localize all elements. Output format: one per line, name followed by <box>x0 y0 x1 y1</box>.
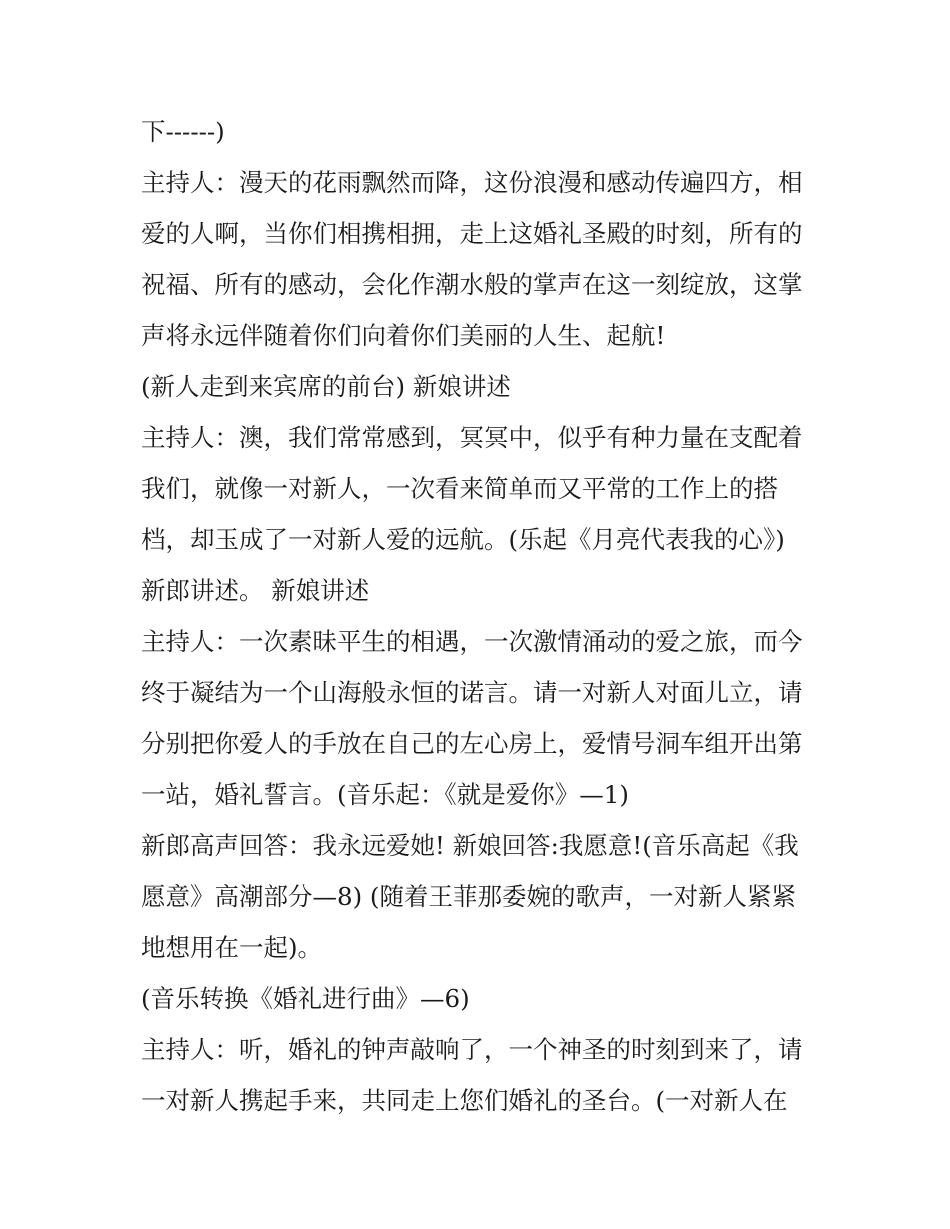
text-line: 主持人：澳，我们常常感到，冥冥中，似乎有种力量在支配着 <box>141 423 803 452</box>
text-line: 爱的人啊，当你们相携相拥，走上这婚礼圣殿的时刻，所有的 <box>141 219 803 248</box>
text-line: 下------) <box>141 117 225 146</box>
text-line: (音乐转换《婚礼进行曲》—6) <box>141 984 470 1013</box>
text-line: 祝福、所有的感动，会化作潮水般的掌声在这一刻绽放，这掌 <box>141 270 803 299</box>
text-line: 主持人：听，婚礼的钟声敲响了，一个神圣的时刻到来了，请 <box>141 1035 803 1064</box>
text-line: 主持人：漫天的花雨飘然而降，这份浪漫和感动传遍四方，相 <box>141 168 803 197</box>
text-line: 终于凝结为一个山海般永恒的诺言。请一对新人对面儿立，请 <box>141 678 803 707</box>
text-line: 主持人：一次素昧平生的相遇，一次激情涌动的爱之旅，而今 <box>141 627 803 656</box>
text-line: 分别把你爱人的手放在自己的左心房上，爱情号洞车组开出第 <box>141 729 803 758</box>
text-line: 地想用在一起)。 <box>141 933 323 962</box>
text-line: 愿意》高潮部分—8) (随着王菲那委婉的歌声，一对新人紧紧 <box>141 882 796 911</box>
text-line: 一对新人携起手来，共同走上您们婚礼的圣台。(一对新人在 <box>141 1086 788 1115</box>
text-line: 我们，就像一对新人，一次看来简单而又平常的工作上的搭 <box>141 474 778 503</box>
text-line: 一站，婚礼誓言。(音乐起：《就是爱你》—1) <box>141 780 629 809</box>
text-line: (新人走到来宾席的前台) 新娘讲述 <box>141 372 511 401</box>
text-line: 新郎讲述。 新娘讲述 <box>141 576 370 605</box>
text-line: 新郎高声回答：我永远爱她! 新娘回答:我愿意!(音乐高起《我 <box>141 831 799 860</box>
text-line: 声将永远伴随着你们向着你们美丽的人生、起航! <box>141 321 666 350</box>
text-line: 档，却玉成了一对新人爱的远航。(乐起《月亮代表我的心》) <box>141 525 785 554</box>
document-body <box>141 106 821 1126</box>
